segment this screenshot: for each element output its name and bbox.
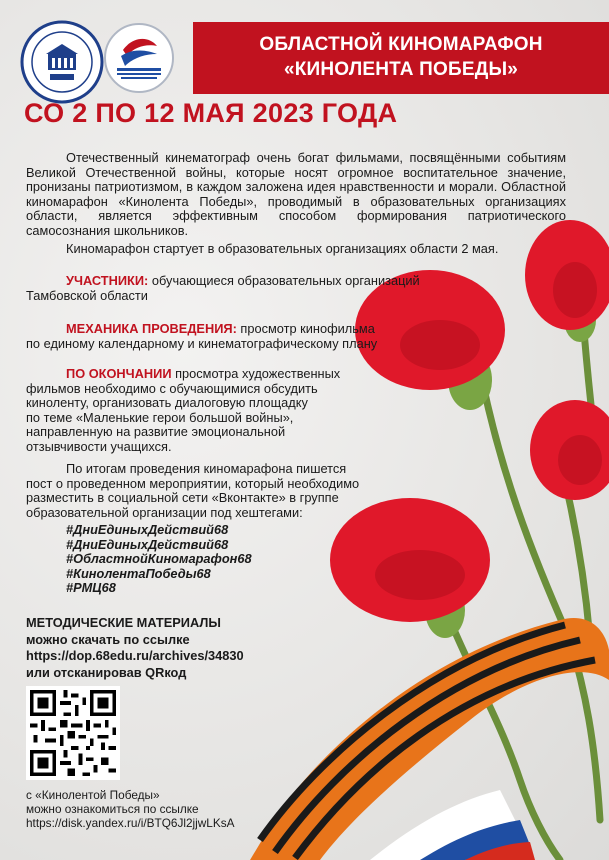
palace-of-creativity-logo-icon: [20, 20, 104, 104]
footer-line1: с «Кинолентой Победы»: [26, 788, 160, 802]
footer-url[interactable]: https://disk.yandex.ru/i/BTQ6Jl2jjwLKsA: [26, 816, 235, 830]
materials-line3: или отсканировав QRкод: [26, 664, 187, 680]
intro-paragraph: Отечественный кинематограф очень богат фильмами, посвящёнными событиям Великой Отечественной войны, которые носят огромное воспитательное значение, пронизаны патриотизмом, в каждом заложена идея нравственности и морали. Областной киномарафон «Кинолента Победы», проводимый в образовательных организациях области, является эффективным способом формирования патриотического самосознания школьников.: [26, 150, 566, 238]
participants-text-line1: обучающиеся образовательных организаций: [148, 273, 420, 288]
after-label: ПО ОКОНЧАНИИ: [66, 366, 172, 381]
hashtag-item: #ДниЕдиныхДействий68: [66, 536, 229, 552]
results-line4: образовательной организации под хештегами:: [26, 504, 303, 520]
mechanics-text-line1: просмотр кинофильма: [236, 321, 375, 336]
after-line1: просмотра художественных: [171, 366, 341, 381]
results-line3: разместить в социальной сети «Вконтакте» в группе: [26, 490, 339, 506]
title-banner: [193, 22, 609, 94]
results-section: [26, 462, 386, 520]
mechanics-text-line2: по единому календарному и кинематографическому плану: [26, 335, 378, 351]
results-line1: По итогам проведения киномарафона пишется: [66, 461, 347, 476]
materials-line1: можно скачать по ссылке: [26, 631, 190, 647]
hashtag-item: #КинолентаПобеды68: [66, 565, 211, 581]
hashtag-item: #ОбластнойКиномарафон68: [66, 551, 252, 567]
date-title: СО 2 ПО 12 МАЯ 2023 ГОДА: [24, 98, 398, 128]
resource-center-logo-icon: [103, 22, 175, 94]
mechanics-section: [26, 322, 446, 351]
mechanics-label: МЕХАНИКА ПРОВЕДЕНИЯ:: [66, 321, 237, 336]
hashtag-item: #ДниЕдиныхДействий68: [66, 522, 229, 537]
banner-title-line2: «КИНОЛЕНТА ПОБЕДЫ»: [283, 59, 519, 80]
materials-section: [26, 615, 326, 681]
materials-title: МЕТОДИЧЕСКИЕ МАТЕРИАЛЫ: [26, 615, 221, 630]
after-line2: фильмов необходимо с обучающимися обсудить: [26, 380, 318, 396]
after-line4: по теме «Маленькие герои большой войны»,: [26, 409, 294, 425]
after-section: [26, 367, 386, 455]
hashtag-list: [66, 523, 306, 596]
participants-text-line2: Тамбовской области: [26, 287, 148, 303]
footer-section: [26, 788, 326, 830]
footer-line2: можно ознакомиться по ссылке: [26, 802, 199, 816]
materials-url[interactable]: https://dop.68edu.ru/archives/34830: [26, 648, 244, 663]
after-line6: отзывчивости учащихся.: [26, 438, 172, 454]
after-line5: направленную на развитие эмоциональной: [26, 424, 286, 440]
results-line2: пост о проведенном мероприятии, который необходимо: [26, 475, 360, 491]
qr-code-icon[interactable]: [26, 686, 120, 780]
hashtag-item: #РМЦ68: [66, 580, 116, 596]
participants-label: УЧАСТНИКИ:: [66, 273, 149, 288]
start-paragraph: Киномарафон стартует в образовательных организациях области 2 мая.: [66, 241, 499, 256]
banner-title-line1: ОБЛАСТНОЙ КИНОМАРАФОН: [259, 34, 543, 55]
after-line3: киноленту, организовать диалоговую площадку: [26, 395, 308, 411]
participants-section: [26, 274, 476, 303]
